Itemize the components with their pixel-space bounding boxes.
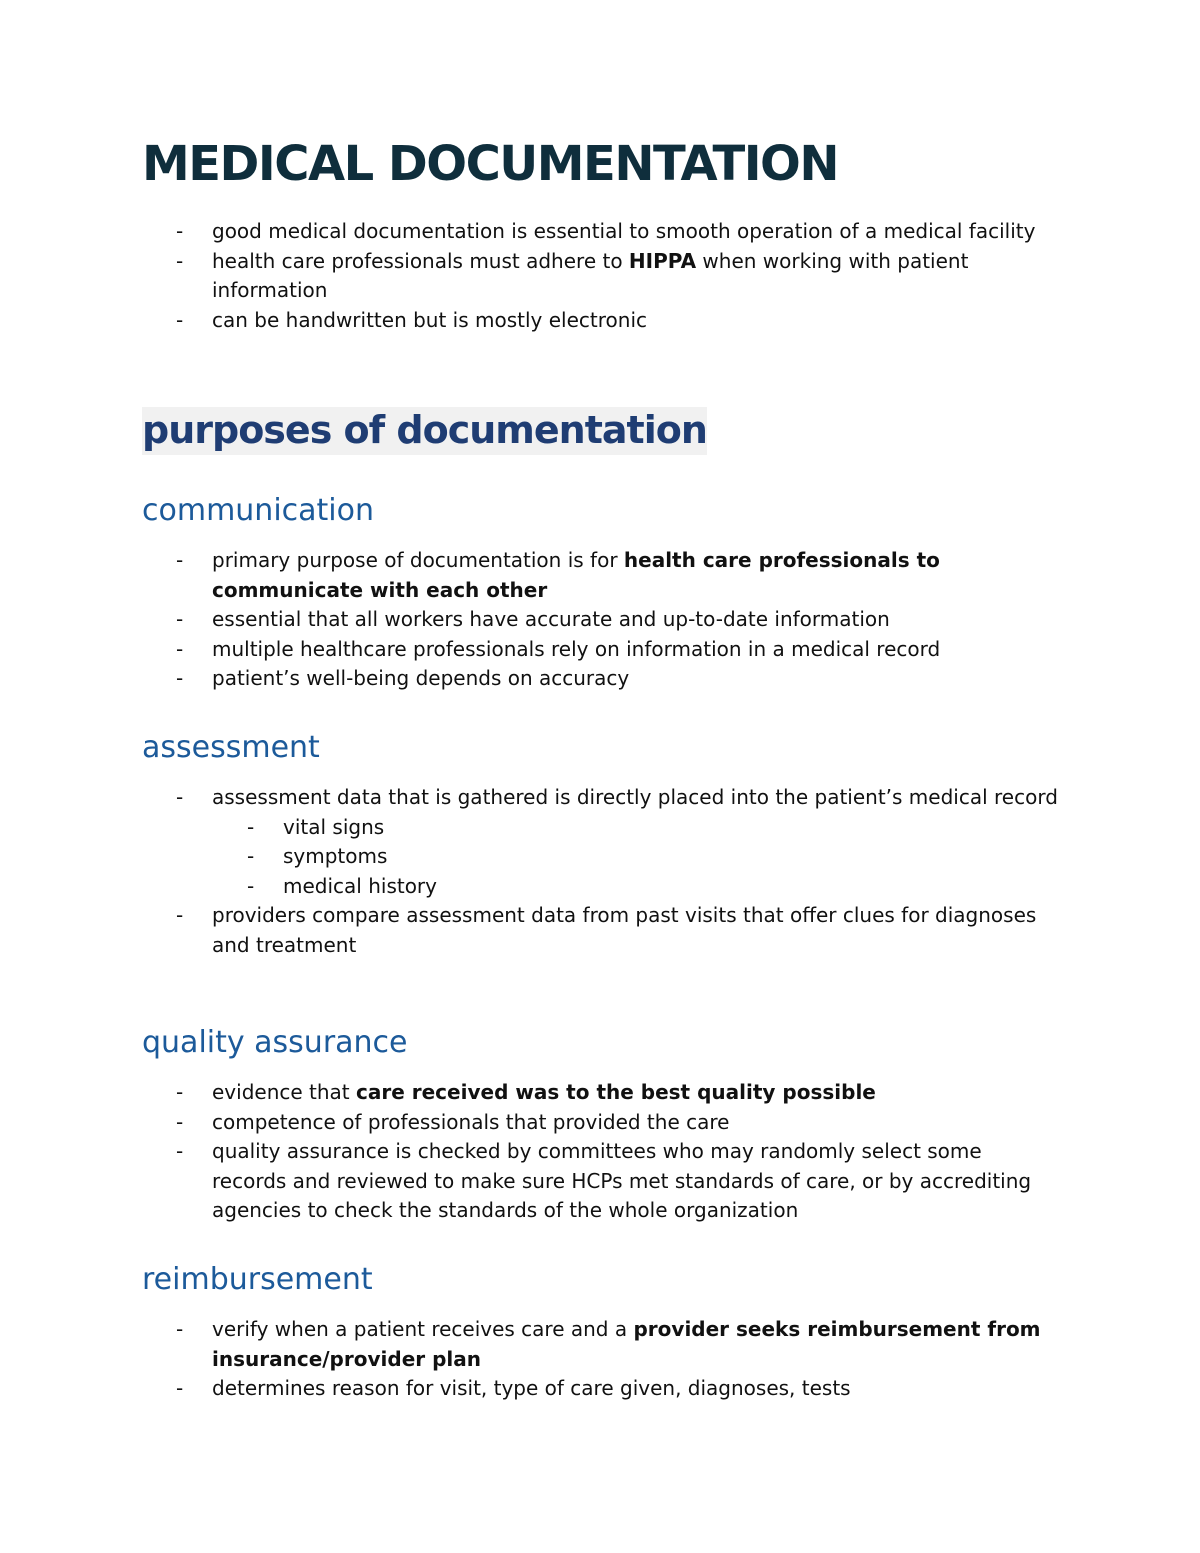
list-item: - providers compare assessment data from past visits that offer clues for diagnoses and treatment — [176, 903, 1037, 957]
sub-list-item: - vital signs — [142, 813, 1062, 843]
bullet-dash: - — [176, 666, 184, 690]
bullet-dash: - — [176, 307, 184, 332]
bullet-dash: - — [176, 1317, 184, 1341]
intro-list — [142, 217, 1062, 335]
bullet-dash: - — [247, 873, 255, 898]
list-item: - multiple healthcare professionals rely on information in a medical record — [142, 635, 1062, 665]
page-title: MEDICAL DOCUMENTATION — [142, 136, 839, 192]
bullet-dash: - — [176, 248, 184, 273]
section-heading-purposes: purposes of documentation — [142, 407, 707, 455]
list-item: - primary purpose of documentation is for health care professionals to communicate with each other — [176, 548, 940, 602]
list-item: - assessment data that is gathered is directly placed into the patient’s medical record — [142, 783, 1062, 813]
bullet-dash: - — [176, 785, 184, 809]
bold-term: provider seeks reimbursement from insurance/provider plan — [212, 1317, 1041, 1371]
subsection-heading-communication: communication — [142, 493, 375, 528]
bold-term: health care professionals to communicate with each other — [212, 548, 940, 602]
list-item: - evidence that care received was to the best quality possible — [142, 1078, 1062, 1108]
bullet-dash: - — [176, 1080, 184, 1104]
bullet-dash: - — [176, 1109, 184, 1134]
list-item: - can be handwritten but is mostly electronic — [142, 306, 1062, 336]
list-item: - patient’s well-being depends on accuracy — [142, 664, 1062, 694]
bullet-dash: - — [176, 1376, 184, 1400]
bullet-dash: - — [247, 814, 255, 839]
bold-term: care received was to the best quality possible — [356, 1080, 876, 1104]
subsection-heading-reimbursement: reimbursement — [142, 1262, 373, 1297]
list-item: - determines reason for visit, type of care given, diagnoses, tests — [142, 1374, 1062, 1404]
quality-assurance-list — [142, 1078, 1062, 1226]
list-item: - good medical documentation is essential to smooth operation of a medical facility — [142, 217, 1062, 247]
reimbursement-list — [142, 1315, 1062, 1404]
bullet-dash: - — [176, 219, 184, 243]
list-item: - health care professionals must adhere to HIPPA when working with patient information — [176, 248, 969, 302]
bullet-dash: - — [176, 636, 184, 661]
bullet-dash: - — [176, 903, 184, 927]
list-item: - essential that all workers have accurate and up-to-date information — [142, 605, 1062, 635]
subsection-heading-quality-assurance: quality assurance — [142, 1025, 408, 1060]
subsection-heading-assessment: assessment — [142, 730, 320, 765]
bullet-dash: - — [176, 1139, 184, 1163]
bold-term: HIPPA — [628, 248, 697, 273]
bullet-dash: - — [176, 607, 184, 631]
sub-list-item: - symptoms — [142, 842, 1062, 872]
assessment-list — [142, 783, 1062, 960]
bullet-dash: - — [247, 844, 255, 868]
list-item: - verify when a patient receives care and a provider seeks reimbursement from insurance/provider plan — [176, 1317, 1041, 1371]
sub-list-item: - medical history — [142, 872, 1062, 902]
bullet-dash: - — [176, 548, 184, 572]
list-item: - quality assurance is checked by committees who may randomly select some records and reviewed to make sure HCPs met standards of care, or by accrediting agencies to check the standards of the whole organization — [176, 1139, 1032, 1222]
list-item: - competence of professionals that provided the care — [142, 1108, 1062, 1138]
communication-list — [142, 546, 1062, 694]
